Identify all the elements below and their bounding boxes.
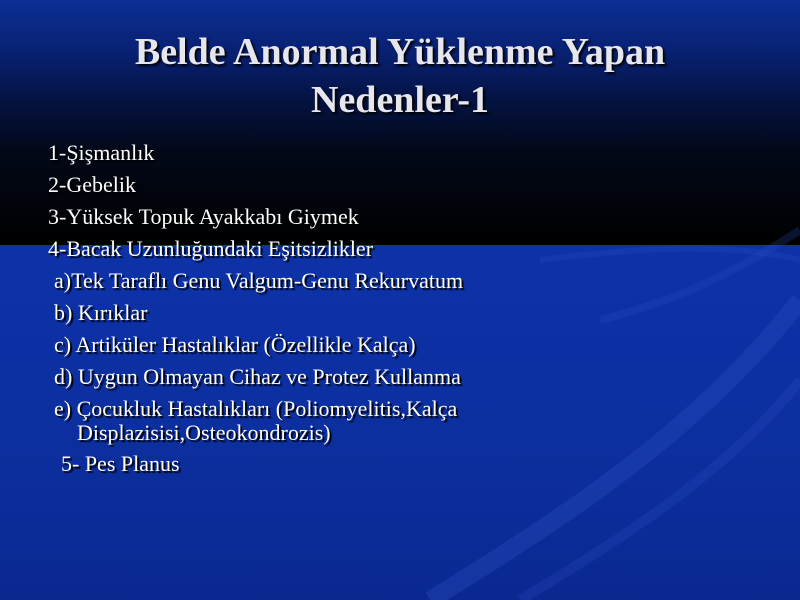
list-subitem-e <box>48 397 574 452</box>
title-line-1: Belde Anormal Yüklenme Yapan <box>134 31 666 73</box>
list-item-obesity: 1-Şişmanlık <box>48 140 155 165</box>
list-item-leg-length: 4-Bacak Uzunluğundaki Eşitsizlikler <box>48 236 374 261</box>
list-item-high-heels: 3-Yüksek Topuk Ayakkabı Giymek <box>48 204 359 229</box>
list-subitem-e-line2: Displazisisi,Osteokondrozis) <box>77 420 331 445</box>
title-line-2: Nedenler-1 <box>311 79 489 121</box>
list-subitem-a: a)Tek Taraflı Genu Valgum-Genu Rekurvatum <box>54 268 464 293</box>
list-item-pes-planus: 5- Pes Planus <box>61 451 180 476</box>
list-subitem-d: d) Uygun Olmayan Cihaz ve Protez Kullanma <box>54 364 461 389</box>
list-subitem-b: b) Kırıklar <box>54 300 148 325</box>
list-subitem-e-line1: e) Çocukluk Hastalıkları (Poliomyelitis,Kalça <box>54 396 458 421</box>
list-subitem-c: c) Artiküler Hastalıklar (Özellikle Kalça) <box>54 332 416 357</box>
slide-title <box>0 28 800 124</box>
list-item-pregnancy: 2-Gebelik <box>48 172 136 197</box>
cause-list <box>48 141 768 484</box>
